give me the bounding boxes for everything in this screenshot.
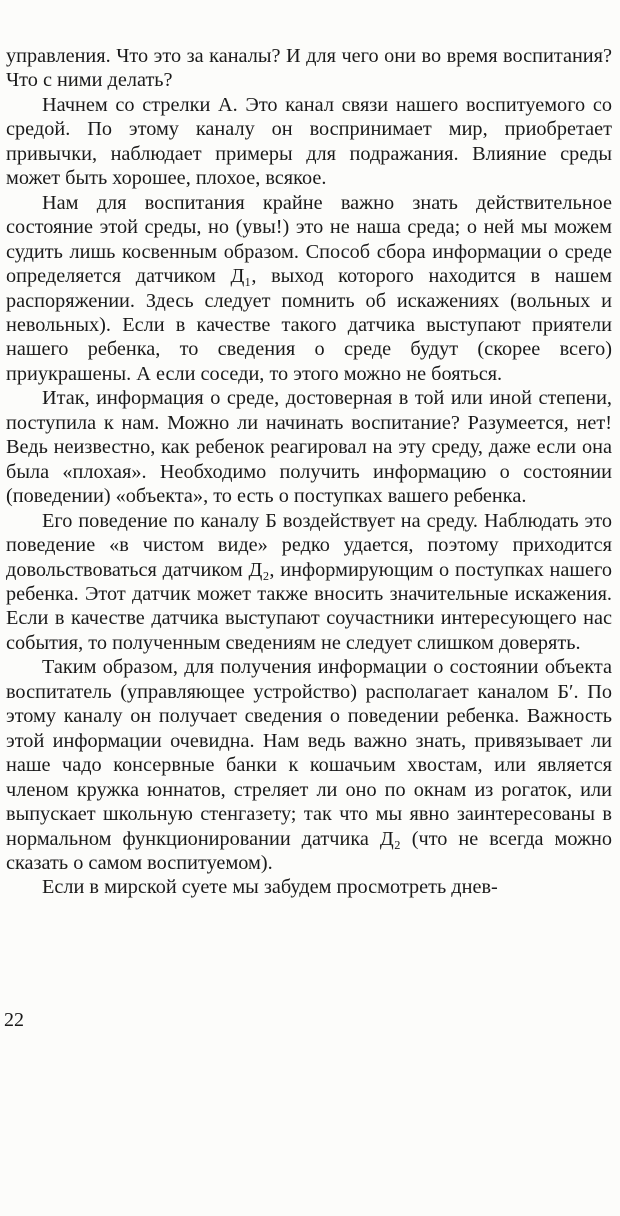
paragraph-1: управления. Что это за каналы? И для чего они во время воспитания? Что с ними делать?: [6, 45, 612, 92]
paragraph-5: Его поведение по каналу Б воздействует на среду. Наблюдать это поведение «в чистом виде» редко удается, поэтому приходится довольствоваться датчиком Д₂, информирующим о поступках нашего ребенка. Этот датчик может также вносить значительные искажения. Если в качестве датчика выступают соучастники интересующего нас события, то полученным сведениям не следует слишком доверять.: [6, 509, 612, 654]
paragraph-6: Таким образом, для получения информации о состоянии объекта воспитатель (управляющее устройство) располагает каналом Б′. По этому каналу он получает сведения о поведении ребенка. Важность этой информации очевидна. Нам ведь важно знать, привязывает ли наше чадо консервные банки к кошачьим хвостам, или является членом кружка юннатов, стреляет ли оно по окнам из рогаток, или выпускает школьную стенгазету; так что мы явно заинтересованы в нормальном функционировании датчика Д₂ (что не всегда можно сказать о самом воспитуемом).: [6, 656, 612, 874]
paragraph-7: Если в мирской суете мы забудем просмотреть днев-: [42, 876, 498, 899]
page-number: 22: [4, 1009, 24, 1031]
paragraph-2: Начнем со стрелки А. Это канал связи нашего воспитуемого со средой. По этому каналу он воспринимает мир, приобретает привычки, наблюдает примеры для подражания. Влияние среды может быть хорошее, плохое, всякое.: [6, 93, 612, 190]
page-body: [6, 44, 612, 900]
paragraph-3: Нам для воспитания крайне важно знать действительное состояние этой среды, но (увы!) это не наша среда; о ней мы можем судить лишь косвенным образом. Способ сбора информации о среде определяется датчиком Д₁, выход которого находится в нашем распоряжении. Здесь следует помнить об искажениях (вольных и невольных). Если в качестве такого датчика выступают приятели нашего ребенка, то сведения о среде будут (скорее всего) приукрашены. А если соседи, то этого можно не бояться.: [6, 191, 612, 385]
paragraph-4: Итак, информация о среде, достоверная в той или иной степени, поступила к нам. Можно ли начинать воспитание? Разумеется, нет! Ведь неизвестно, как ребенок реагировал на эту среду, даже если она была «плохая». Необходимо получить информацию о состоянии (поведении) «объекта», то есть о поступках вашего ребенка.: [6, 387, 612, 508]
